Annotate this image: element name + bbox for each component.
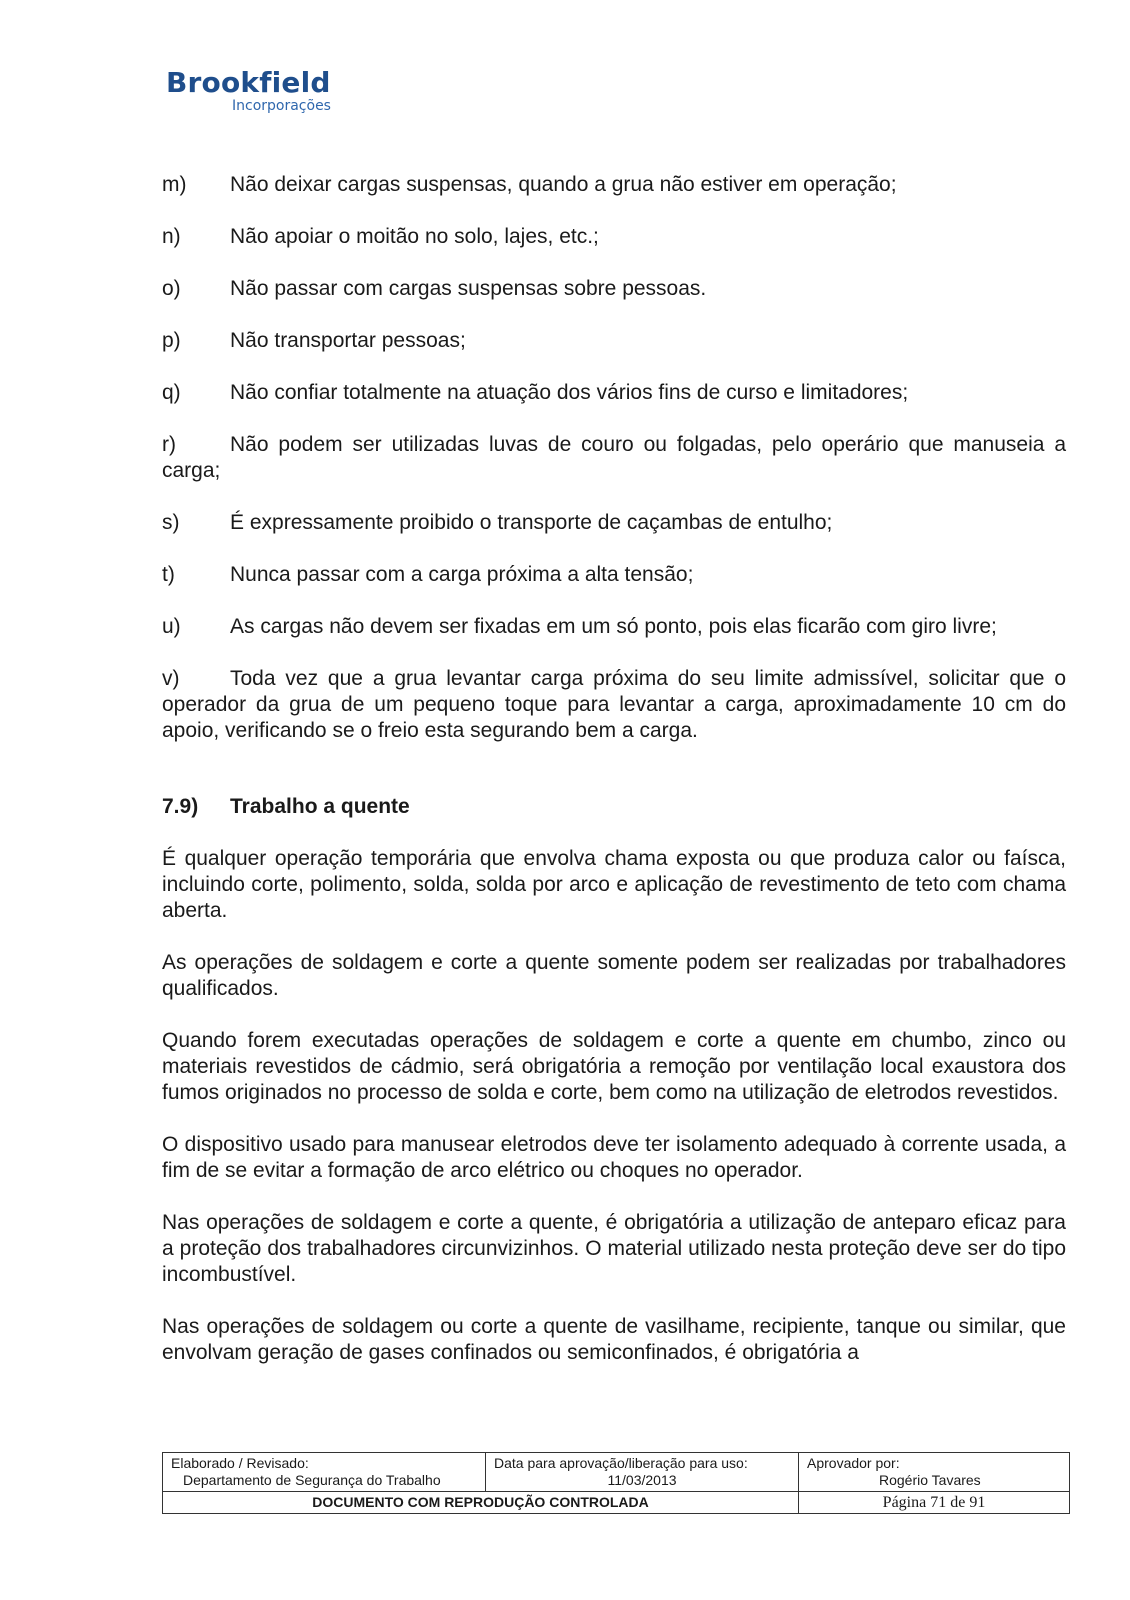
item-label: o) [162, 277, 181, 300]
list-item [162, 172, 1066, 198]
item-label: t) [162, 563, 175, 586]
brookfield-logo [166, 68, 331, 114]
aprovador-label: Aprovador por: [807, 1455, 900, 1471]
item-text: Não deixar cargas suspensas, quando a grua não estiver em operação; [230, 173, 897, 196]
paragraph: Nas operações de soldagem e corte a quente, é obrigatória a utilização de anteparo eficaz para a proteção dos trabalhadores circunvizinhos. O material utilizado nesta proteção deve ser do tipo incombustível. [162, 1211, 1066, 1286]
document-body [162, 172, 1066, 1392]
paragraph: Nas operações de soldagem ou corte a quente de vasilhame, recipiente, tanque ou similar, que envolvam geração de gases confinados ou semiconfinados, é obrigatória a [162, 1315, 1066, 1364]
footer-table [162, 1452, 1070, 1514]
item-label: r) [162, 433, 176, 456]
elaborado-value: Departamento de Segurança do Trabalho [183, 1472, 441, 1488]
paragraph: As operações de soldagem e corte a quente somente podem ser realizadas por trabalhadores qualificados. [162, 951, 1066, 1000]
list-item [162, 276, 1066, 302]
item-label: u) [162, 615, 181, 638]
list-item [162, 614, 1066, 640]
paragraph: É qualquer operação temporária que envolva chama exposta ou que produza calor ou faísca, incluindo corte, polimento, solda, solda por arco e aplicação de revestimento de teto com chama aberta. [162, 847, 1066, 922]
item-text: Não apoiar o moitão no solo, lajes, etc.; [230, 225, 599, 248]
data-label: Data para aprovação/liberação para uso: [494, 1455, 748, 1471]
aprovador-value: Rogério Tavares [879, 1472, 981, 1488]
logo-brand: Brookfield [166, 66, 331, 99]
item-text: Nunca passar com a carga próxima a alta tensão; [230, 563, 694, 586]
item-label: q) [162, 381, 181, 404]
list-item [162, 510, 1066, 536]
section-number: 7.9) [162, 795, 199, 818]
item-text: As cargas não devem ser fixadas em um só ponto, pois elas ficarão com giro livre; [230, 615, 997, 638]
section-title: Trabalho a quente [230, 795, 410, 818]
item-text: Não confiar totalmente na atuação dos vários fins de curso e limitadores; [230, 381, 909, 404]
list-item [162, 380, 1066, 406]
paragraph: Quando forem executadas operações de soldagem e corte a quente em chumbo, zinco ou materiais revestidos de cádmio, será obrigatória a remoção por ventilação local exaustora dos fumos originados no processo de solda e corte, bem como na utilização de eletrodos revestidos. [162, 1029, 1066, 1104]
logo-subtitle: Incorporações [232, 98, 331, 114]
list-item [162, 432, 1066, 484]
item-text: Não transportar pessoas; [230, 329, 466, 352]
list-item [162, 328, 1066, 354]
list-item [162, 666, 1066, 744]
item-text: Não passar com cargas suspensas sobre pessoas. [230, 277, 707, 300]
controlled-copy-notice: DOCUMENTO COM REPRODUÇÃO CONTROLADA [163, 1492, 799, 1514]
item-text: Toda vez que a grua levantar carga próxima do seu limite admissível, solicitar que o operador da grua de um pequeno toque para levantar a carga, aproximadamente 10 cm do apoio, verificando se o freio esta segurando bem a carga. [162, 667, 1066, 742]
list-item [162, 562, 1066, 588]
section-heading [162, 794, 1066, 820]
item-text: É expressamente proibido o transporte de caçambas de entulho; [230, 511, 833, 534]
data-value: 11/03/2013 [607, 1472, 677, 1488]
footer-aprovador-cell [799, 1453, 1070, 1492]
list-item [162, 224, 1066, 250]
page-number: Página 71 de 91 [799, 1492, 1070, 1514]
footer-data-cell [486, 1453, 799, 1492]
footer-elaborado-cell [163, 1453, 486, 1492]
item-text: Não podem ser utilizadas luvas de couro ou folgadas, pelo operário que manuseia a carga; [162, 433, 1066, 482]
item-label: v) [162, 667, 180, 690]
item-label: p) [162, 329, 181, 352]
elaborado-label: Elaborado / Revisado: [171, 1455, 309, 1471]
item-label: n) [162, 225, 181, 248]
paragraph: O dispositivo usado para manusear eletrodos deve ter isolamento adequado à corrente usada, a fim de se evitar a formação de arco elétrico ou choques no operador. [162, 1133, 1066, 1182]
item-label: m) [162, 173, 187, 196]
item-label: s) [162, 511, 180, 534]
